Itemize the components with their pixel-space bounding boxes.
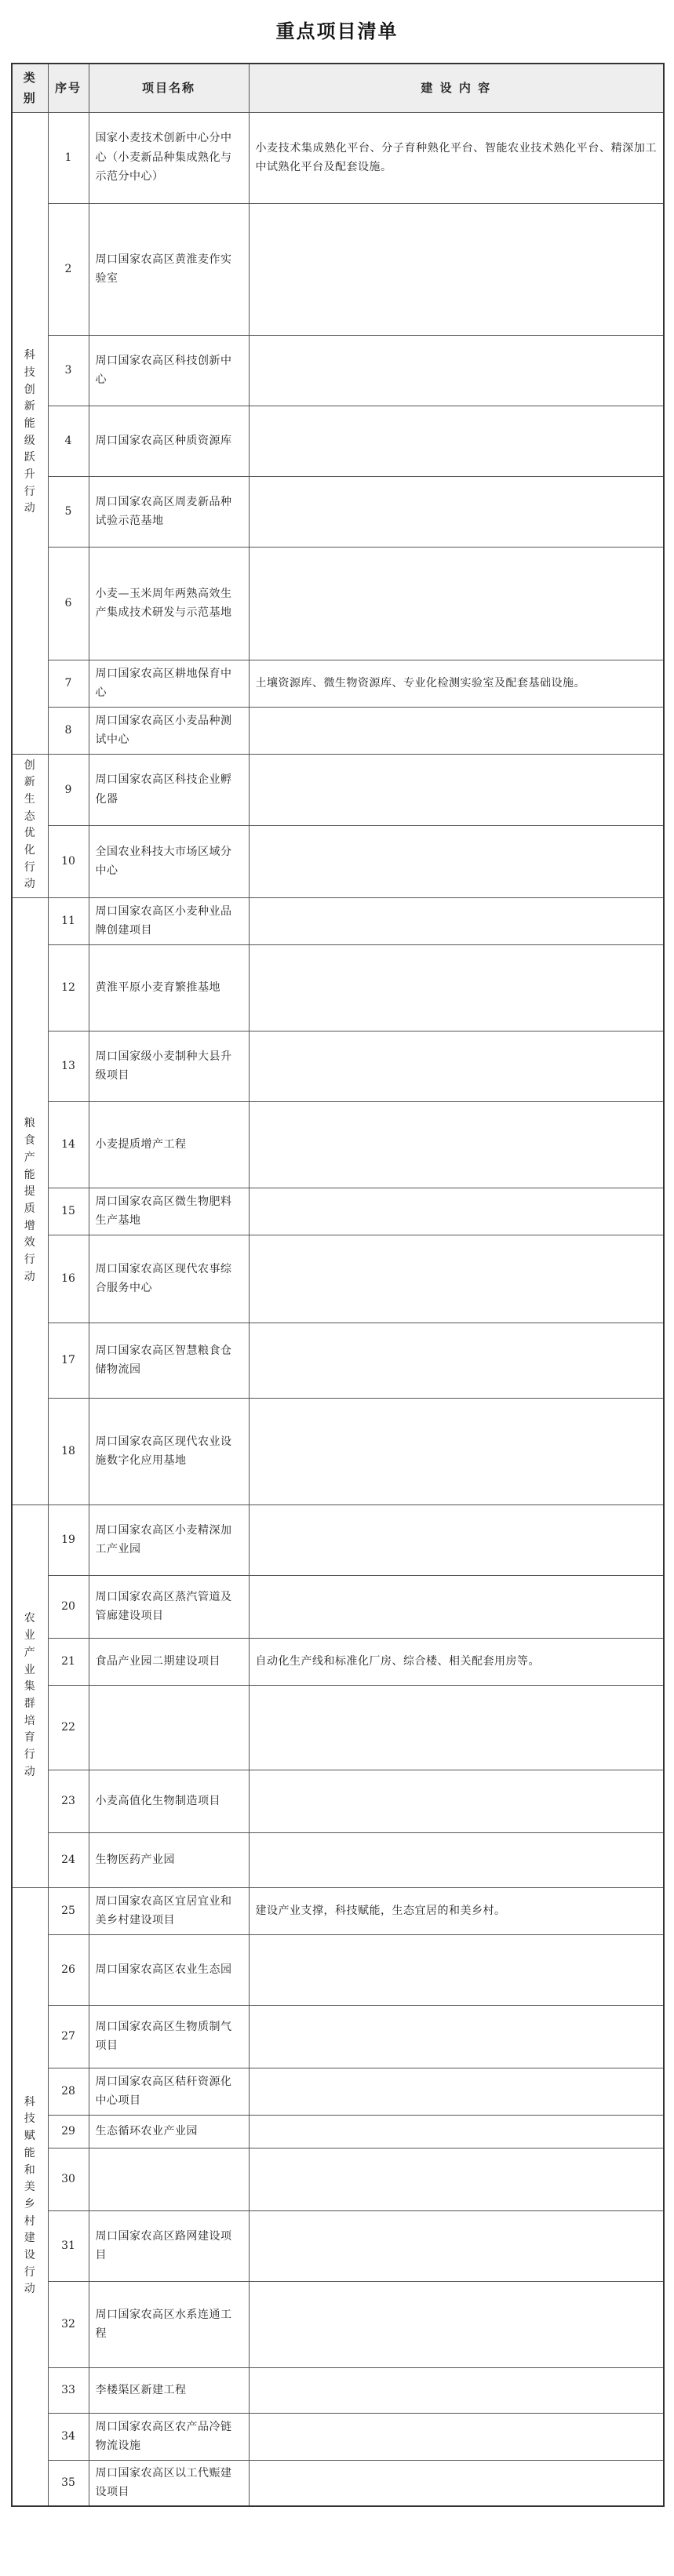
row-seq: 31 bbox=[48, 2210, 89, 2281]
row-project-name: 周口国家农高区微生物肥料生产基地 bbox=[89, 1188, 249, 1235]
row-construction-content bbox=[249, 2367, 664, 2413]
row-seq: 32 bbox=[48, 2281, 89, 2367]
header-seq: 序号 bbox=[48, 64, 89, 112]
table-row bbox=[12, 1101, 664, 1188]
table-row bbox=[12, 203, 664, 335]
row-seq: 15 bbox=[48, 1188, 89, 1235]
table-header-row bbox=[12, 64, 664, 112]
row-project-name: 周口国家级小麦制种大县升级项目 bbox=[89, 1031, 249, 1101]
row-construction-content: 自动化生产线和标准化厂房、综合楼、相关配套用房等。 bbox=[249, 1638, 664, 1685]
row-seq: 12 bbox=[48, 944, 89, 1031]
row-project-name bbox=[89, 1685, 249, 1770]
row-project-name: 周口国家农高区小麦种业品牌创建项目 bbox=[89, 897, 249, 944]
table-row bbox=[12, 1934, 664, 2005]
row-construction-content bbox=[249, 944, 664, 1031]
row-construction-content bbox=[249, 406, 664, 476]
row-construction-content bbox=[249, 1031, 664, 1101]
table-row bbox=[12, 826, 664, 898]
row-construction-content bbox=[249, 2210, 664, 2281]
category-cell bbox=[12, 112, 48, 754]
row-project-name: 周口国家农高区以工代赈建设项目 bbox=[89, 2460, 249, 2506]
row-seq: 16 bbox=[48, 1235, 89, 1323]
row-project-name: 小麦高值化生物制造项目 bbox=[89, 1770, 249, 1832]
row-project-name: 周口国家农高区种质资源库 bbox=[89, 406, 249, 476]
row-seq: 6 bbox=[48, 547, 89, 660]
row-seq: 28 bbox=[48, 2068, 89, 2115]
row-construction-content bbox=[249, 1934, 664, 2005]
table-row bbox=[12, 1398, 664, 1504]
table-row bbox=[12, 476, 664, 547]
row-project-name: 周口国家农高区黄淮麦作实验室 bbox=[89, 203, 249, 335]
row-construction-content bbox=[249, 2005, 664, 2068]
row-construction-content bbox=[249, 754, 664, 826]
row-project-name: 食品产业园二期建设项目 bbox=[89, 1638, 249, 1685]
row-seq: 17 bbox=[48, 1323, 89, 1398]
row-construction-content bbox=[249, 1235, 664, 1323]
table-row bbox=[12, 660, 664, 707]
header-content: 建 设 内 容 bbox=[249, 64, 664, 112]
row-project-name: 周口国家农高区现代农业设施数字化应用基地 bbox=[89, 1398, 249, 1504]
table-row bbox=[12, 1770, 664, 1832]
row-construction-content bbox=[249, 1398, 664, 1504]
table-row bbox=[12, 2148, 664, 2210]
row-construction-content bbox=[249, 1770, 664, 1832]
table-row bbox=[12, 547, 664, 660]
row-seq: 22 bbox=[48, 1685, 89, 1770]
row-project-name: 周口国家农高区周麦新品种试验示范基地 bbox=[89, 476, 249, 547]
header-name: 项目名称 bbox=[89, 64, 249, 112]
row-project-name: 周口国家农高区耕地保育中心 bbox=[89, 660, 249, 707]
table-row bbox=[12, 754, 664, 826]
row-seq: 8 bbox=[48, 707, 89, 754]
row-project-name: 黄淮平原小麦育繁推基地 bbox=[89, 944, 249, 1031]
table-row bbox=[12, 1887, 664, 1934]
table-row bbox=[12, 897, 664, 944]
row-seq: 3 bbox=[48, 335, 89, 406]
category-cell bbox=[12, 1504, 48, 1887]
row-seq: 23 bbox=[48, 1770, 89, 1832]
table-row bbox=[12, 2115, 664, 2148]
row-construction-content bbox=[249, 2068, 664, 2115]
row-project-name: 生物医药产业园 bbox=[89, 1832, 249, 1887]
row-seq: 1 bbox=[48, 112, 89, 203]
table-body bbox=[12, 112, 664, 2506]
row-construction-content bbox=[249, 826, 664, 898]
row-seq: 5 bbox=[48, 476, 89, 547]
row-project-name: 周口国家农高区水系连通工程 bbox=[89, 2281, 249, 2367]
table-row bbox=[12, 1188, 664, 1235]
row-construction-content bbox=[249, 1832, 664, 1887]
table-row bbox=[12, 2005, 664, 2068]
row-construction-content bbox=[249, 2148, 664, 2210]
category-cell bbox=[12, 1887, 48, 2506]
row-construction-content: 土壤资源库、微生物资源库、专业化检测实验室及配套基础设施。 bbox=[249, 660, 664, 707]
category-label: 科技创新能级跃升行动 bbox=[24, 349, 36, 515]
row-seq: 2 bbox=[48, 203, 89, 335]
row-construction-content bbox=[249, 1101, 664, 1188]
row-seq: 29 bbox=[48, 2115, 89, 2148]
row-construction-content bbox=[249, 1504, 664, 1575]
row-seq: 35 bbox=[48, 2460, 89, 2506]
table-row bbox=[12, 406, 664, 476]
row-project-name: 周口国家农高区现代农事综合服务中心 bbox=[89, 1235, 249, 1323]
row-seq: 26 bbox=[48, 1934, 89, 2005]
document-title: 重点项目清单 bbox=[275, 20, 399, 42]
row-seq: 20 bbox=[48, 1575, 89, 1638]
row-seq: 18 bbox=[48, 1398, 89, 1504]
row-project-name: 李楼渠区新建工程 bbox=[89, 2367, 249, 2413]
table-row bbox=[12, 2281, 664, 2367]
row-construction-content bbox=[249, 897, 664, 944]
row-seq: 25 bbox=[48, 1887, 89, 1934]
row-construction-content bbox=[249, 1323, 664, 1398]
row-seq: 24 bbox=[48, 1832, 89, 1887]
row-project-name: 全国农业科技大市场区域分中心 bbox=[89, 826, 249, 898]
row-construction-content bbox=[249, 1685, 664, 1770]
table-row bbox=[12, 1323, 664, 1398]
row-construction-content bbox=[249, 2460, 664, 2506]
row-construction-content bbox=[249, 1575, 664, 1638]
category-cell bbox=[12, 897, 48, 1504]
row-project-name: 周口国家农高区蒸汽管道及管廊建设项目 bbox=[89, 1575, 249, 1638]
row-seq: 14 bbox=[48, 1101, 89, 1188]
row-project-name bbox=[89, 2148, 249, 2210]
table-row bbox=[12, 2068, 664, 2115]
row-seq: 10 bbox=[48, 826, 89, 898]
row-construction-content bbox=[249, 2281, 664, 2367]
table-row bbox=[12, 2210, 664, 2281]
category-cell bbox=[12, 754, 48, 897]
category-label: 科技赋能和美乡村建设行动 bbox=[24, 2095, 36, 2296]
row-project-name: 小麦提质增产工程 bbox=[89, 1101, 249, 1188]
row-construction-content bbox=[249, 547, 664, 660]
table-row bbox=[12, 1685, 664, 1770]
row-construction-content: 建设产业支撑，科技赋能，生态宜居的和美乡村。 bbox=[249, 1887, 664, 1934]
row-project-name: 周口国家农高区农业生态园 bbox=[89, 1934, 249, 2005]
row-project-name: 周口国家农高区科技创新中心 bbox=[89, 335, 249, 406]
row-project-name: 周口国家农高区小麦精深加工产业园 bbox=[89, 1504, 249, 1575]
row-seq: 7 bbox=[48, 660, 89, 707]
row-seq: 34 bbox=[48, 2413, 89, 2460]
row-seq: 21 bbox=[48, 1638, 89, 1685]
table-row bbox=[12, 112, 664, 203]
table-row bbox=[12, 1832, 664, 1887]
table-row bbox=[12, 1638, 664, 1685]
table-row bbox=[12, 1031, 664, 1101]
row-project-name: 周口国家农高区路网建设项目 bbox=[89, 2210, 249, 2281]
row-project-name: 周口国家农高区生物质制气项目 bbox=[89, 2005, 249, 2068]
row-project-name: 小麦—玉米周年两熟高效生产集成技术研发与示范基地 bbox=[89, 547, 249, 660]
table-row bbox=[12, 707, 664, 754]
row-project-name: 周口国家农高区秸秆资源化中心项目 bbox=[89, 2068, 249, 2115]
table-row bbox=[12, 2460, 664, 2506]
table-row bbox=[12, 335, 664, 406]
table-row bbox=[12, 1504, 664, 1575]
category-label: 农业产业集群培育行动 bbox=[24, 1612, 36, 1778]
row-seq: 33 bbox=[48, 2367, 89, 2413]
header-category: 类别 bbox=[12, 64, 48, 112]
row-construction-content bbox=[249, 203, 664, 335]
row-seq: 19 bbox=[48, 1504, 89, 1575]
table-row bbox=[12, 2367, 664, 2413]
row-seq: 30 bbox=[48, 2148, 89, 2210]
row-seq: 11 bbox=[48, 897, 89, 944]
table-row bbox=[12, 1575, 664, 1638]
table-row bbox=[12, 944, 664, 1031]
row-construction-content bbox=[249, 2413, 664, 2460]
project-table bbox=[11, 63, 665, 2507]
row-construction-content bbox=[249, 2115, 664, 2148]
row-project-name: 国家小麦技术创新中心分中心（小麦新品种集成熟化与示范分中心） bbox=[89, 112, 249, 203]
category-label: 创新生态优化行动 bbox=[24, 759, 36, 891]
table-row bbox=[12, 1235, 664, 1323]
row-seq: 4 bbox=[48, 406, 89, 476]
row-construction-content bbox=[249, 476, 664, 547]
row-project-name: 周口国家农高区宜居宜业和美乡村建设项目 bbox=[89, 1887, 249, 1934]
row-construction-content bbox=[249, 707, 664, 754]
row-project-name: 周口国家农高区科技企业孵化器 bbox=[89, 754, 249, 826]
row-construction-content bbox=[249, 1188, 664, 1235]
row-seq: 27 bbox=[48, 2005, 89, 2068]
row-project-name: 周口国家农高区小麦品种测试中心 bbox=[89, 707, 249, 754]
row-project-name: 生态循环农业产业园 bbox=[89, 2115, 249, 2148]
row-project-name: 周口国家农高区农产品冷链物流设施 bbox=[89, 2413, 249, 2460]
row-seq: 13 bbox=[48, 1031, 89, 1101]
row-seq: 9 bbox=[48, 754, 89, 826]
row-project-name: 周口国家农高区智慧粮食仓储物流园 bbox=[89, 1323, 249, 1398]
row-construction-content: 小麦技术集成熟化平台、分子育种熟化平台、智能农业技术熟化平台、精深加工中试熟化平台及配套设施。 bbox=[249, 112, 664, 203]
row-construction-content bbox=[249, 335, 664, 406]
table-row bbox=[12, 2413, 664, 2460]
category-label: 粮食产能提质增效行动 bbox=[24, 1117, 36, 1283]
